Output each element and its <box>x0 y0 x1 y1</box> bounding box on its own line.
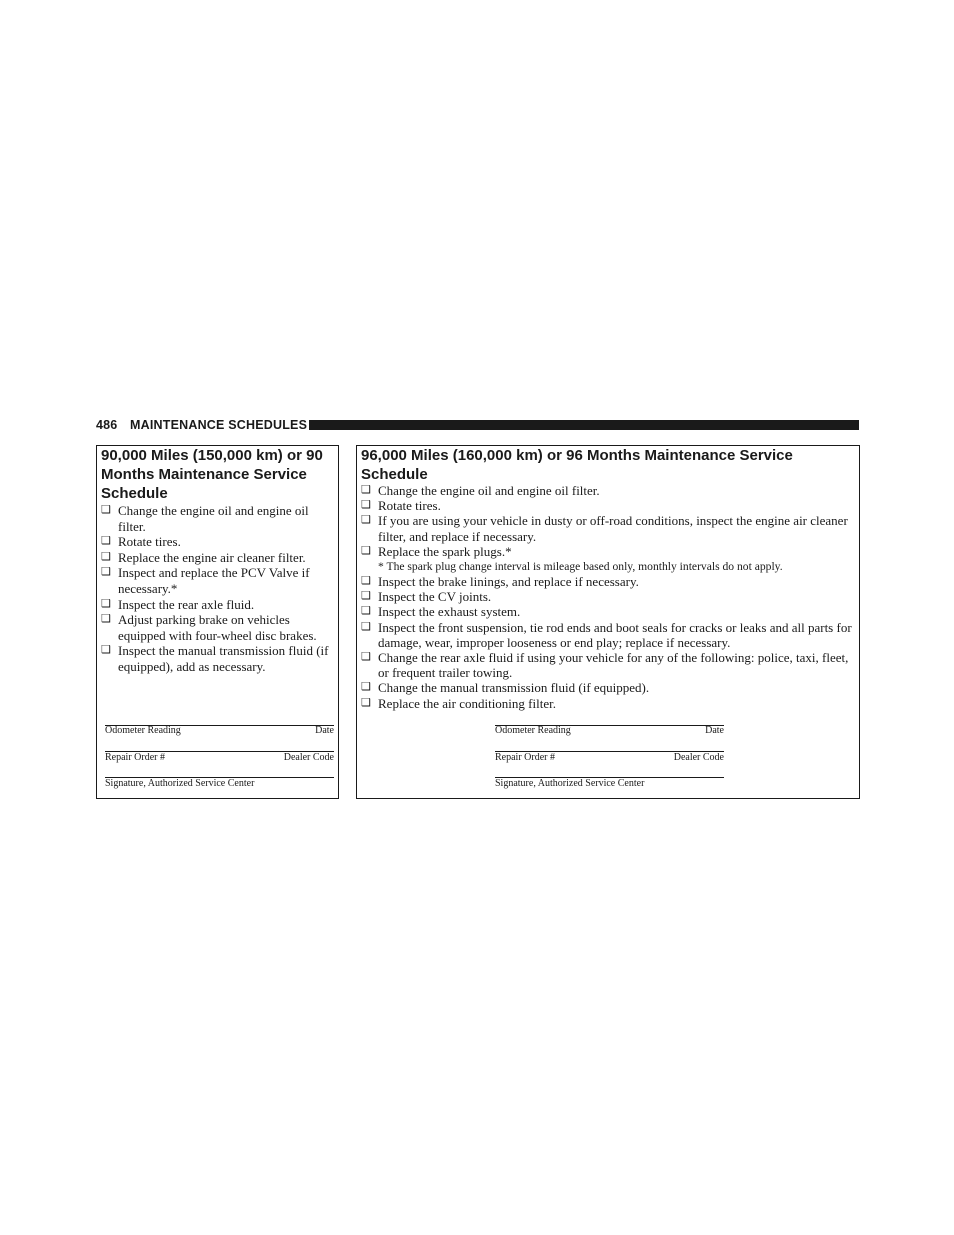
checkbox-icon: ❑ <box>101 550 111 563</box>
checkbox-icon: ❑ <box>361 620 371 633</box>
checkbox-icon: ❑ <box>361 696 371 709</box>
list-item: ❑ Inspect the exhaust system. <box>361 604 521 620</box>
list-item: ❑ Change the engine oil and engine oil filter. <box>361 483 600 498</box>
odometer-label: Odometer Reading <box>495 725 571 736</box>
odometer-label: Odometer Reading <box>105 725 181 736</box>
signature-label: Signature, Authorized Service Center <box>495 778 645 789</box>
list-item: ❑ Replace the spark plugs.* <box>361 543 512 559</box>
list-item: ❑ Rotate tires. <box>361 498 441 514</box>
schedule-96000-list <box>361 483 853 711</box>
header-rule <box>309 420 859 430</box>
checkbox-icon: ❑ <box>361 544 371 557</box>
list-item: ❑ Inspect the brake linings, and replace if necessary. <box>361 574 639 590</box>
list-item: ❑ Change the manual transmission fluid (if equipped). <box>361 680 650 696</box>
list-item: ❑ Inspect the front suspension, tie rod ends and boot seals for cracks or leaks and all parts for damage, wear, improper looseness or end play; replace if necessary. <box>361 619 852 650</box>
signature-block <box>105 725 334 795</box>
checkbox-icon: ❑ <box>101 597 111 610</box>
date-label: Date <box>315 725 334 736</box>
list-item: ❑ Replace the air conditioning filter. <box>361 695 556 711</box>
page-header <box>96 417 859 433</box>
dealer-code-label: Dealer Code <box>283 752 334 763</box>
checkbox-icon: ❑ <box>361 605 371 618</box>
list-item: ❑ Inspect the CV joints. <box>361 589 492 605</box>
list-item: ❑ Adjust parking brake on vehicles equipped with four-wheel disc brakes. <box>101 612 317 643</box>
checkbox-icon: ❑ <box>101 613 111 626</box>
checkbox-icon: ❑ <box>361 484 371 496</box>
repair-order-label: Repair Order # <box>495 752 555 763</box>
list-item: ❑ Inspect and replace the PCV Valve if necessary.* <box>101 565 310 596</box>
repair-order-label: Repair Order # <box>105 752 165 763</box>
list-item: ❑ Change the engine oil and engine oil filter. <box>101 503 309 534</box>
checkbox-icon: ❑ <box>101 535 111 548</box>
list-item: ❑ Replace the engine air cleaner filter. <box>101 549 306 565</box>
list-item: ❑ If you are using your vehicle in dusty or off-road conditions, inspect the engine air cleaner filter, and replace if necessary. <box>361 513 848 544</box>
schedule-90000-title: 90,000 Miles (150,000 km) or 90 Months Maintenance Service Schedule <box>101 447 323 502</box>
list-item: ❑ Change the rear axle fluid if using your vehicle for any of the following: police, taxi, fleet, or frequent trailer towing. <box>361 650 849 681</box>
list-item: ❑ Inspect the rear axle fluid. <box>101 596 255 612</box>
page-number: 486 <box>96 418 118 432</box>
checkbox-icon: ❑ <box>361 681 371 694</box>
list-item: ❑ Inspect the manual transmission fluid (if equipped), add as necessary. <box>101 643 329 674</box>
checkbox-icon: ❑ <box>361 651 371 664</box>
list-item: ❑ Rotate tires. <box>101 534 181 550</box>
date-label: Date <box>705 725 724 736</box>
section-title: MAINTENANCE SCHEDULES <box>130 418 308 432</box>
checkbox-icon: ❑ <box>361 590 371 603</box>
signature-label: Signature, Authorized Service Center <box>105 778 255 789</box>
checkbox-icon: ❑ <box>361 514 371 527</box>
checkbox-icon: ❑ <box>101 644 111 657</box>
checkbox-icon: ❑ <box>101 504 111 516</box>
checkbox-icon: ❑ <box>361 575 371 588</box>
schedule-96000-title: 96,000 Miles (160,000 km) or 96 Months Maintenance Service Schedule <box>361 447 793 483</box>
schedule-90000-box <box>96 445 339 799</box>
checkbox-icon: ❑ <box>101 566 111 579</box>
signature-block <box>495 725 724 795</box>
spark-plug-footnote: * The spark plug change interval is mileage based only, monthly intervals do not apply. <box>378 560 783 574</box>
schedule-90000-list <box>101 503 333 675</box>
dealer-code-label: Dealer Code <box>673 752 724 763</box>
checkbox-icon: ❑ <box>361 499 371 512</box>
schedule-96000-box <box>356 445 860 799</box>
